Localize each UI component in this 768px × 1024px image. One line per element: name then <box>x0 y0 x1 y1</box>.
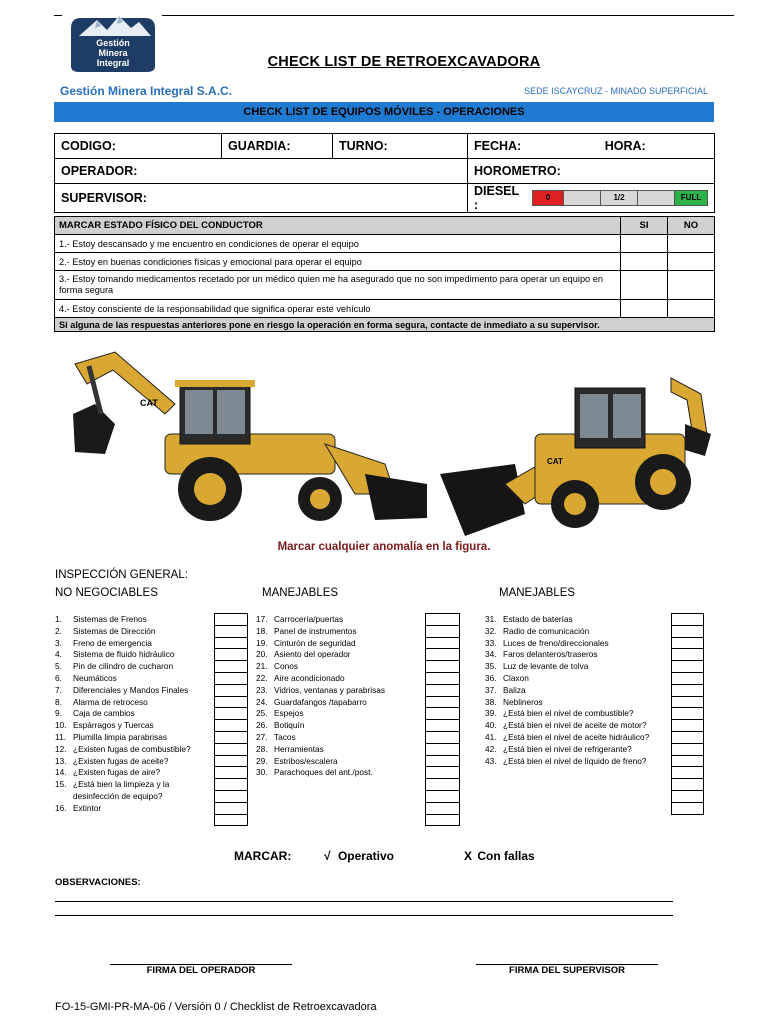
logo-line-2: Minera <box>98 48 128 58</box>
list-item: 37. Baliza <box>485 684 526 695</box>
list-item: 19. Cinturón de seguridad <box>256 637 356 648</box>
si-checkbox[interactable] <box>621 271 668 300</box>
supervisor-field[interactable] <box>55 184 468 213</box>
guardia-field[interactable] <box>222 134 333 159</box>
no-checkbox[interactable] <box>668 271 715 300</box>
checkbox-column-2[interactable] <box>425 613 460 826</box>
backhoe-right-image[interactable] <box>435 364 715 540</box>
backhoe-left-image[interactable] <box>55 344 435 524</box>
list-item: desinfección de equipo? <box>73 790 163 801</box>
gauge-quarter[interactable] <box>564 191 601 205</box>
top-rule-short <box>54 15 62 16</box>
observaciones-line-2[interactable] <box>55 915 673 916</box>
list-item: 28. Herramientas <box>256 743 324 754</box>
logo-line-3: Integral <box>96 58 130 68</box>
list-item: 15. ¿Está bien la limpieza y la <box>55 779 170 790</box>
checkbox-column-1[interactable] <box>214 613 248 826</box>
page-title: CHECK LIST DE RETROEXCAVADORA <box>267 54 541 70</box>
guardia-label: GUARDIA: <box>228 139 291 153</box>
logo-line-1: Gestión <box>96 38 130 48</box>
fecha-hora-field[interactable] <box>468 134 715 159</box>
conductor-heading: MARCAR ESTADO FÍSICO DEL CONDUCTOR <box>55 217 621 235</box>
list-item: 12. ¿Existen fugas de combustible? <box>55 743 191 754</box>
si-header: SI <box>621 217 668 235</box>
turno-label: TURNO: <box>339 139 388 153</box>
list-item: 9. Caja de cambios <box>55 708 135 719</box>
x-icon: X <box>464 849 473 863</box>
list-item: 35. Luz de levante de tolva <box>485 661 589 672</box>
company-name: Gestión Minera Integral S.A.C. <box>60 84 233 98</box>
anomaly-hint: Marcar cualquier anomalía en la figura. <box>277 541 491 553</box>
gauge-three-quarter[interactable] <box>638 191 675 205</box>
list-item: 31. Estado de baterías <box>485 614 573 624</box>
conductor-item: 1.- Estoy descansado y me encuentro en condiciones de operar el equipo <box>55 235 621 253</box>
right-cab-logo: CAT <box>547 457 563 466</box>
list-item: 40. ¿Está bien el nivel de aceite de motor? <box>485 720 647 731</box>
turno-field[interactable] <box>333 134 468 159</box>
gauge-half[interactable]: 1/2 <box>601 191 638 205</box>
diesel-field <box>468 184 715 213</box>
manejables-title-1: MANEJABLES <box>262 587 339 599</box>
inspection-title: INSPECCIÓN GENERAL: <box>55 569 188 581</box>
no-header: NO <box>668 217 715 235</box>
no-checkbox[interactable] <box>668 253 715 271</box>
codigo-label: CODIGO: <box>61 139 116 153</box>
gauge-full[interactable]: FULL <box>675 191 707 205</box>
observaciones-label: OBSERVACIONES: <box>55 877 141 888</box>
legend-label: MARCAR: <box>234 849 292 863</box>
list-item: 10. Espárragos y Tuercas <box>55 720 154 731</box>
si-checkbox[interactable] <box>621 253 668 271</box>
list-item: 13. ¿Existen fugas de aceite? <box>55 755 169 766</box>
list-item: 4. Sistema de fluido hidráulico <box>55 649 175 660</box>
header-table <box>54 133 715 213</box>
list-item: 23. Vidrios, ventanas y parabrisas <box>256 684 385 695</box>
si-checkbox[interactable] <box>621 300 668 318</box>
list-item: 30. Parachoques del ant./post. <box>256 767 373 778</box>
list-item: 39. ¿Está bien el nivel de combustible? <box>485 708 634 719</box>
list-item: 7. Diferenciales y Mandos Finales <box>55 684 189 695</box>
no-negociables-title: NO NEGOCIABLES <box>55 587 158 599</box>
list-item: 41. ¿Está bien el nivel de aceite hidráulico? <box>485 731 650 742</box>
legend-fail-label: Con fallas <box>477 849 535 863</box>
list-item: 2. Sistemas de Dirección <box>55 625 156 636</box>
list-item: 16. Extintor <box>55 802 102 813</box>
list-item: 5. Pin de cilindro de cucharon <box>55 661 174 672</box>
list-item: 34. Faros delanteros/traseros <box>485 649 598 660</box>
list-item: 43. ¿Está bien el nivel de líquido de freno? <box>485 755 647 766</box>
codigo-field[interactable] <box>55 134 222 159</box>
si-checkbox[interactable] <box>621 235 668 253</box>
operador-field[interactable] <box>55 159 468 184</box>
list-item: 20. Asiento del operador <box>256 649 351 660</box>
footer-code: FO-15-GMI-PR-MA-06 / Versión 0 / Checklist de Retroexcavadora <box>55 1001 377 1013</box>
section-bar: CHECK LIST DE EQUIPOS MÓVILES - OPERACIONES <box>54 102 714 122</box>
manejables-title-2: MANEJABLES <box>499 587 576 599</box>
list-item: 42. ¿Está bien el nivel de refrigerante? <box>485 743 632 754</box>
operador-label: OPERADOR: <box>61 164 138 178</box>
list-item: 8. Alarma de retroceso <box>55 696 148 707</box>
check-icon: √ <box>324 849 331 863</box>
list-item: 11. Plumilla limpia parabrisas <box>55 731 168 742</box>
conductor-item: 2.- Estoy en buenas condiciones físicas y emocional para operar el equipo <box>55 253 621 271</box>
list-item: 38. Neblineros <box>485 696 543 707</box>
conductor-footer: Si alguna de las respuestas anteriores pone en riesgo la operación en forma segura, contacte de inmediato a su supervisor. <box>55 318 715 332</box>
legend-ok <box>324 849 394 863</box>
legend-ok-label: Operativo <box>337 849 394 863</box>
supervisor-label: SUPERVISOR: <box>61 191 147 205</box>
conductor-item: 3.- Estoy tomando medicamentos recetado por un médico quien me ha asegurado que no son impedimento para operar un equipo en forma segura <box>55 271 621 300</box>
list-item: 22. Aire acondicionado <box>256 672 345 683</box>
list-item: 14. ¿Existen fugas de aire? <box>55 767 161 778</box>
horometro-label: HOROMETRO: <box>474 164 561 178</box>
list-item: 18. Panel de instrumentos <box>256 625 357 636</box>
list-item: 29. Estribos/escalera <box>256 755 338 766</box>
no-checkbox[interactable] <box>668 300 715 318</box>
gauge-empty[interactable]: 0 <box>533 191 564 205</box>
diesel-label: DIESEL : <box>474 184 519 212</box>
list-item: 25. Espejos <box>256 708 304 719</box>
list-item: 21. Conos <box>256 661 298 672</box>
list-item: 1. Sistemas de Frenos <box>55 614 147 624</box>
no-checkbox[interactable] <box>668 235 715 253</box>
checkbox-column-3[interactable] <box>671 613 704 815</box>
list-item: 36. Claxon <box>485 672 529 683</box>
left-cab-logo: CAT <box>140 398 158 408</box>
list-item: 3. Freno de emergencia <box>55 637 152 648</box>
horometro-field[interactable] <box>468 159 715 184</box>
inspection-col-1 <box>55 614 191 815</box>
conductor-item: 4.- Estoy consciente de la responsabilidad que significa operar este vehículo <box>55 300 621 318</box>
observaciones-line-1[interactable] <box>55 901 673 902</box>
list-item: 33. Luces de freno/direccionales <box>485 637 609 648</box>
list-item: 6. Neumáticos <box>55 672 117 683</box>
inspection-col-3 <box>485 614 649 767</box>
list-item: 32. Radio de comunicación <box>485 625 590 636</box>
firma-operador-label: FIRMA DEL OPERADOR <box>146 965 256 976</box>
diesel-gauge[interactable] <box>532 190 708 206</box>
site-label: SEDE ISCAYCRUZ - MINADO SUPERFICIAL <box>524 86 708 96</box>
list-item: 26. Botiquín <box>256 720 305 731</box>
legend-fail <box>464 849 535 863</box>
fecha-label: FECHA: <box>474 139 522 153</box>
conductor-table <box>54 216 715 332</box>
list-item: 17. Carrocería/puertas <box>256 614 344 624</box>
hora-label: HORA: <box>604 139 646 153</box>
top-rule <box>162 15 734 16</box>
inspection-col-2 <box>256 614 385 779</box>
list-item: 24. Guardafangos /tapabarro <box>256 696 367 707</box>
firma-supervisor-label: FIRMA DEL SUPERVISOR <box>509 965 625 976</box>
list-item: 27. Tacos <box>256 731 296 742</box>
